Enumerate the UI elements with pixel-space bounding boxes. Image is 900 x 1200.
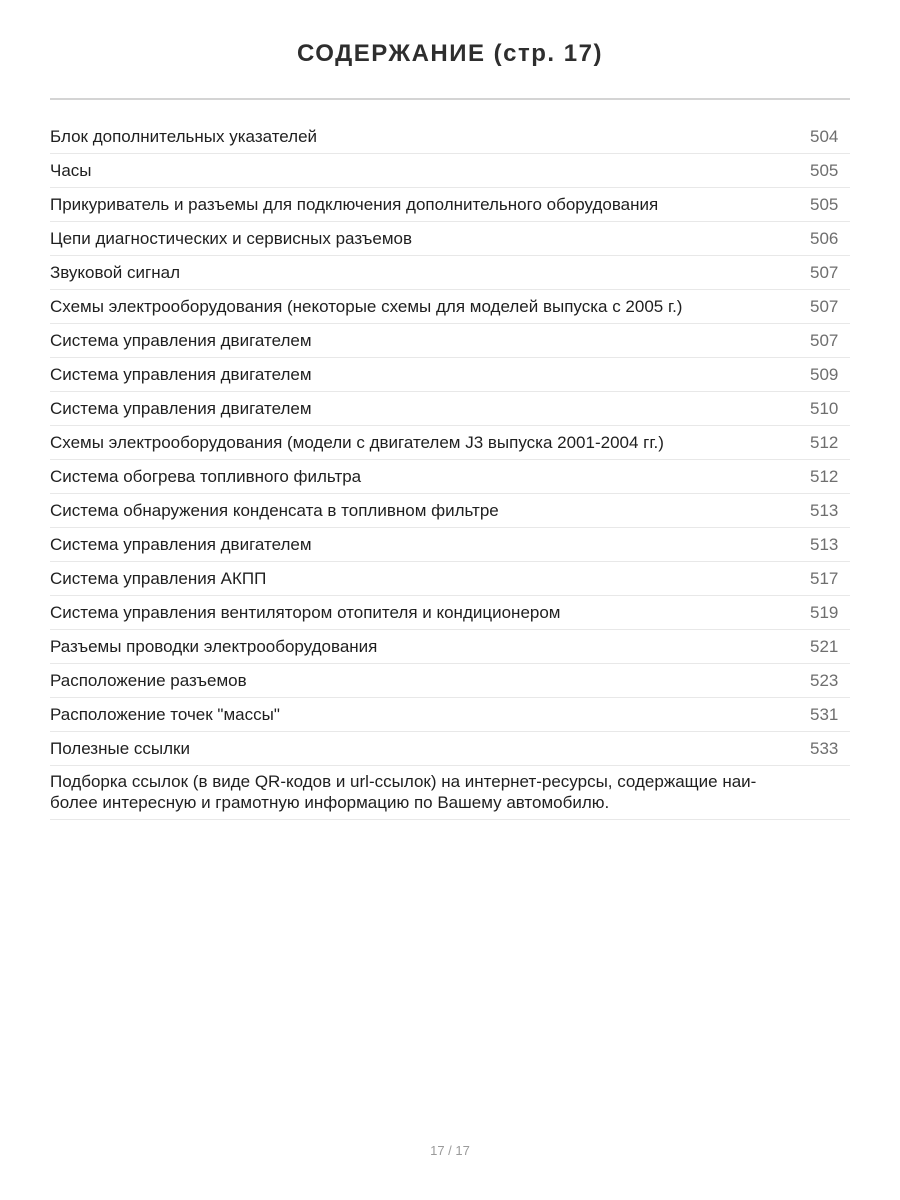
toc-entry-label: Система управления АКПП [50,569,267,588]
toc-entry-page: 523 [810,671,839,690]
toc-entry-label: Система обогрева топливного фильтра [50,467,362,486]
toc-entry-label: Система обнаружения конденсата в топливном фильтре [50,501,499,520]
toc-entry-page: 505 [810,195,839,214]
toc-entry[interactable] [50,392,850,426]
toc-entry-page: 505 [810,161,839,180]
toc-entry[interactable] [50,630,850,664]
toc-entry-label: Система управления двигателем [50,399,312,418]
toc-note-line: более интересную и грамотную информацию по Вашему автомобилю. [50,793,610,812]
toc-entry-page: 512 [810,433,839,452]
toc-entry[interactable] [50,460,850,494]
toc-entry-page: 504 [810,127,839,146]
title-divider [50,98,850,100]
toc-entry[interactable] [50,120,850,154]
toc-entry[interactable] [50,188,850,222]
toc-entry-label: Система управления двигателем [50,331,312,350]
toc-entry-label: Блок дополнительных указателей [50,127,318,146]
toc-list [50,120,850,820]
toc-entry-label: Система управления вентилятором отопителя и кондиционером [50,603,561,622]
toc-entry-page: 519 [810,603,839,622]
toc-entry-page: 507 [810,263,839,282]
toc-entry[interactable] [50,358,850,392]
toc-entry[interactable] [50,698,850,732]
toc-entry-page: 531 [810,705,839,724]
toc-entry[interactable] [50,154,850,188]
toc-entry[interactable] [50,596,850,630]
toc-note-line: Подборка ссылок (в виде QR-кодов и url-ссылок) на интернет-ресурсы, содержащие наи- [50,772,757,791]
toc-entry-label: Расположение разъемов [50,671,247,690]
toc-entry-label: Схемы электрооборудования (некоторые схемы для моделей выпуска с 2005 г.) [50,297,683,316]
toc-entry-label: Звуковой сигнал [50,263,180,282]
page-title: СОДЕРЖАНИЕ (стр. 17) [297,40,603,67]
page-number: 17 / 17 [430,1143,470,1158]
toc-entry-label: Система управления двигателем [50,365,312,384]
toc-entry-page: 507 [810,331,839,350]
toc-entry-label: Прикуриватель и разъемы для подключения дополнительного оборудования [50,195,659,214]
toc-entry[interactable] [50,256,850,290]
toc-entry-page: 506 [810,229,839,248]
toc-entry-page: 507 [810,297,839,316]
toc-entry-label: Система управления двигателем [50,535,312,554]
toc-entry-page: 513 [810,535,839,554]
toc-entry-page: 517 [810,569,839,588]
toc-entry[interactable] [50,426,850,460]
toc-entry-page: 513 [810,501,839,520]
toc-entry-page: 512 [810,467,839,486]
toc-entry[interactable] [50,664,850,698]
toc-entry-label: Часы [50,161,92,180]
toc-note [50,766,850,820]
toc-entry[interactable] [50,222,850,256]
toc-entry[interactable] [50,732,850,766]
toc-entry-page: 510 [810,399,839,418]
toc-entry-page: 521 [810,637,839,656]
toc-entry-page: 533 [810,739,839,758]
toc-entry-label: Полезные ссылки [50,739,190,758]
toc-entry-label: Расположение точек "массы" [50,705,280,724]
toc-entry[interactable] [50,562,850,596]
toc-entry-label: Разъемы проводки электрооборудования [50,637,378,656]
toc-entry-label: Цепи диагностических и сервисных разъемов [50,229,412,248]
toc-entry[interactable] [50,528,850,562]
toc-entry-page: 509 [810,365,839,384]
toc-entry[interactable] [50,324,850,358]
toc-note-text [50,771,850,813]
toc-entry-label: Схемы электрооборудования (модели с двигателем J3 выпуска 2001-2004 гг.) [50,433,664,452]
toc-entry[interactable] [50,494,850,528]
toc-entry[interactable] [50,290,850,324]
